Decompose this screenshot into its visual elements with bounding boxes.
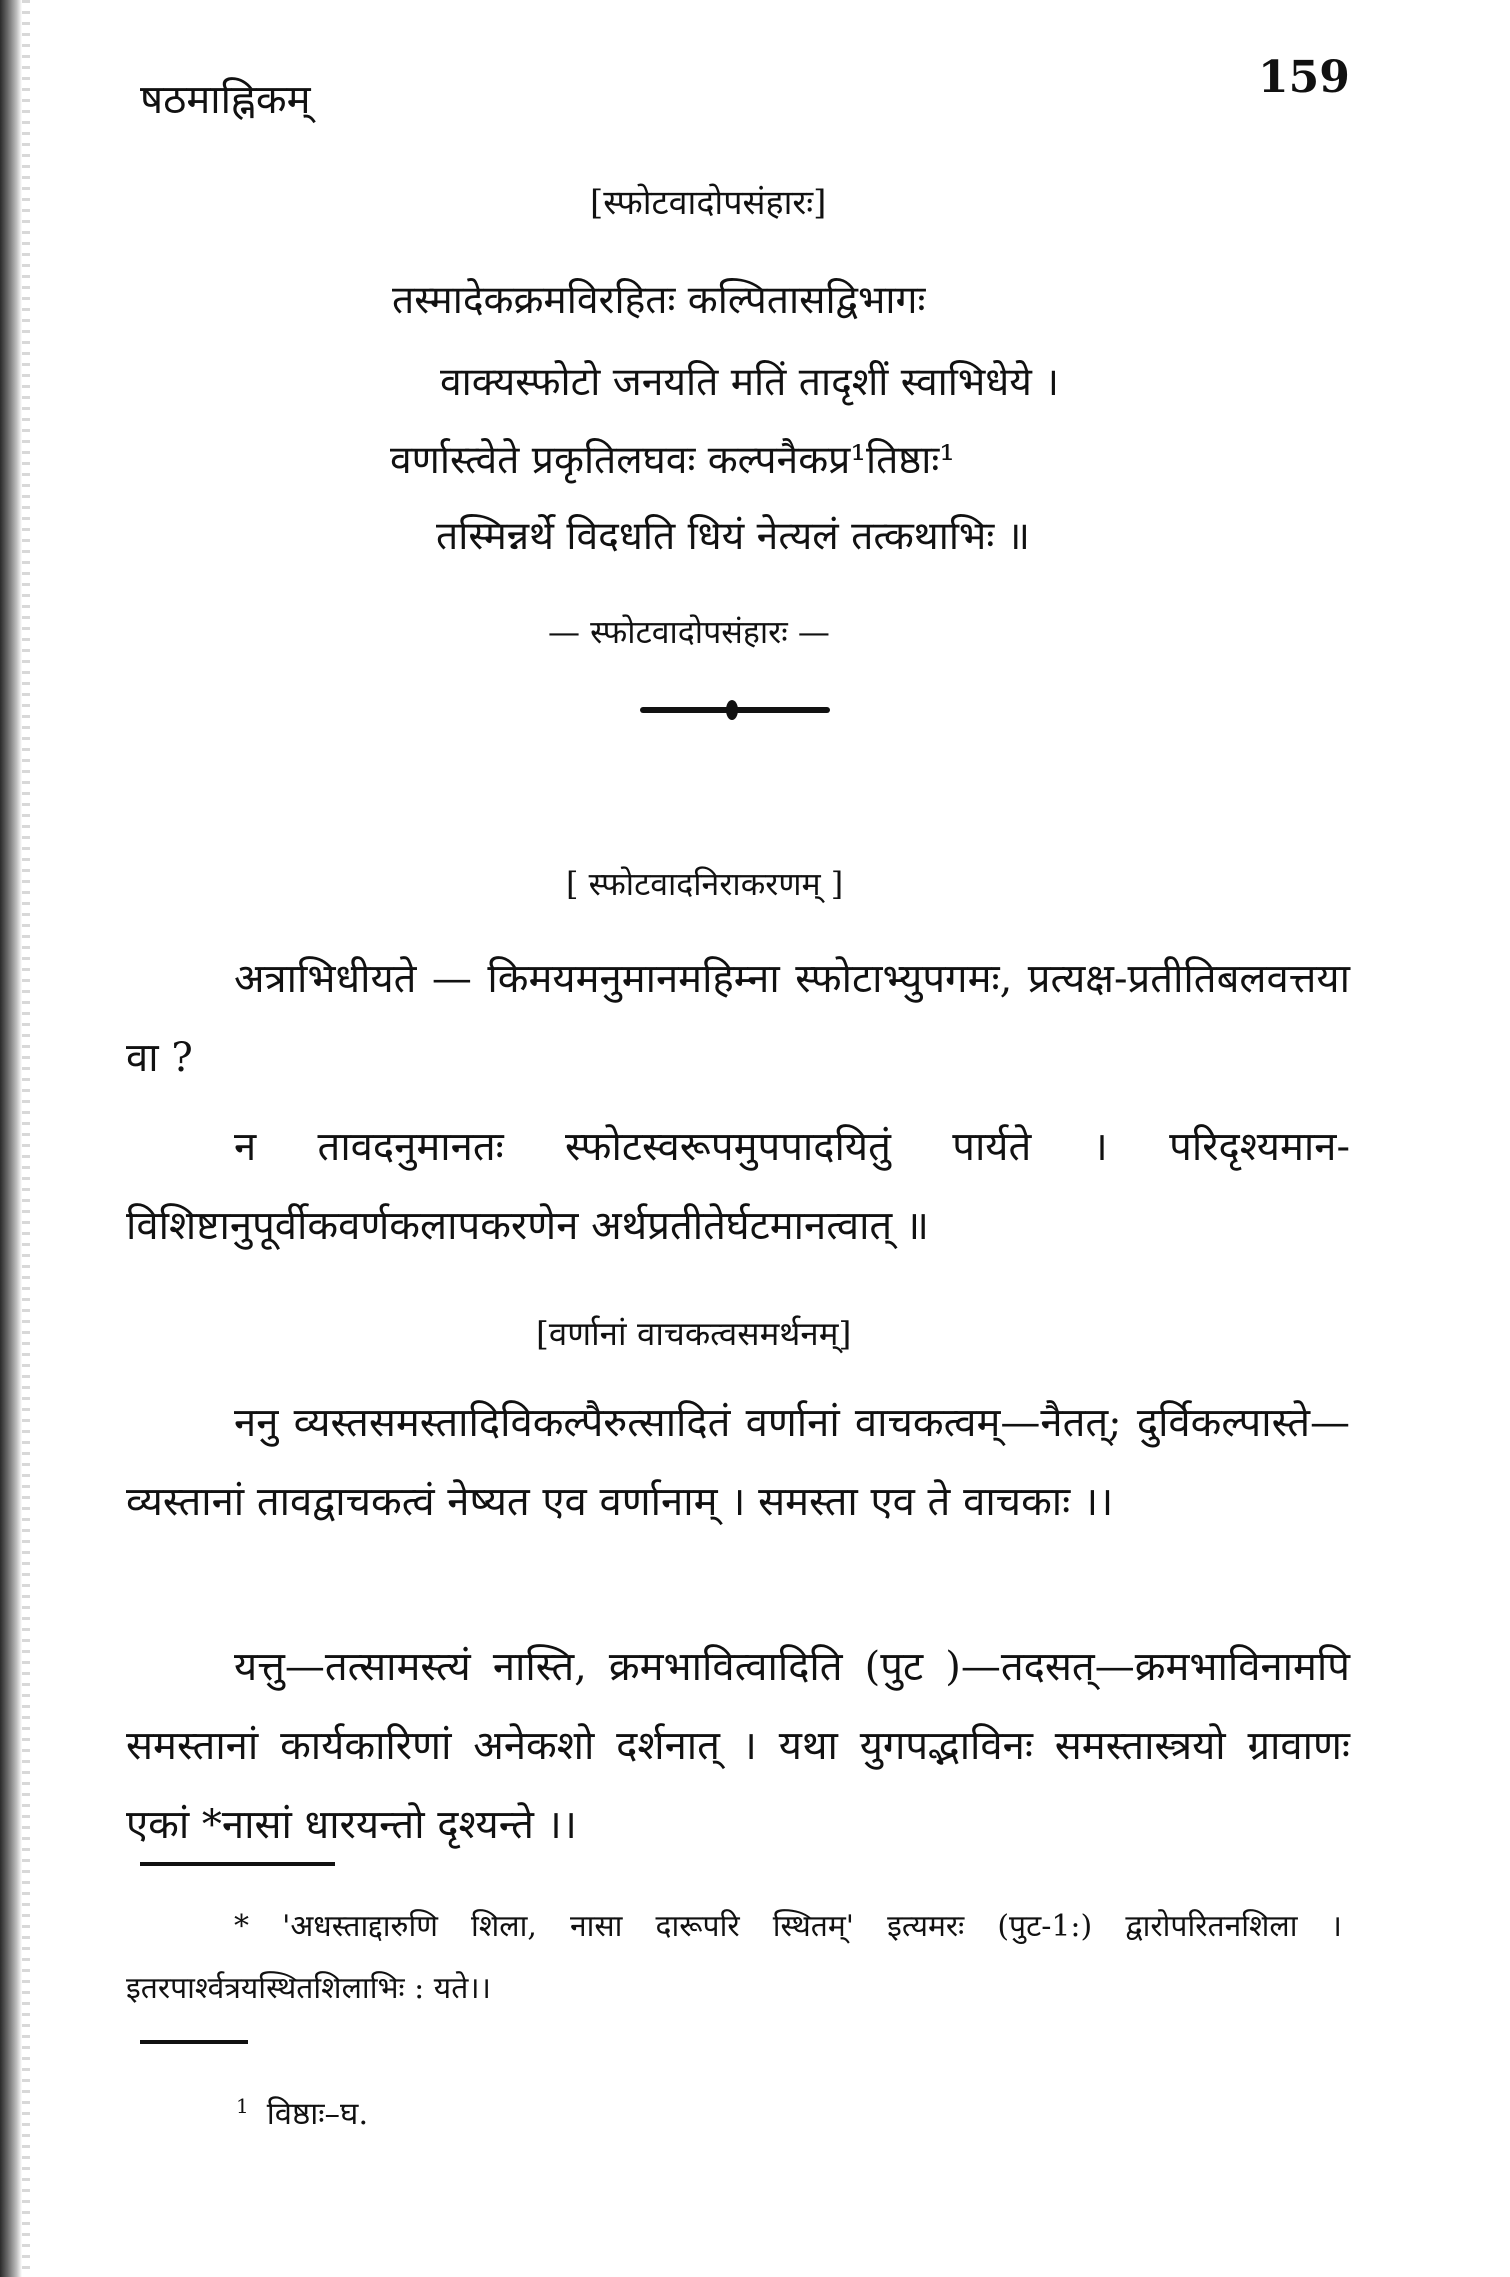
section-heading-sphota-conclusion: [स्फोटवादोपसंहारः]	[590, 183, 827, 223]
page-number: 159	[1258, 52, 1350, 103]
body-paragraph: न तावदनुमानतः स्फोटस्वरूपमुपपादयितुं पार्यते । परिदृश्यमान-विशिष्टानुपूर्वीकवर्णकलापकरणेन अर्थप्रतीतेर्घटमानत्वात् ॥	[126, 1124, 1350, 1249]
footnote-star: * 'अधस्ताद्दारुणि शिला, नासा दारूपरि स्थितम्' इत्यमरः (पुट-1:) द्वारोपरितनशिला । इतरपार्श्वत्रयस्थितशिलाभिः : यते।।	[126, 1909, 1342, 2006]
section-heading-sphota-refutation: [ स्फोटवादनिराकरणम् ]	[566, 865, 844, 903]
section-closing-label: — स्फोटवादोपसंहारः —	[548, 613, 830, 651]
running-title: षठमाह्निकम्	[140, 77, 311, 123]
page-edge-shadow	[0, 0, 22, 2277]
verse-line: वर्णास्त्वेते प्रकृतिलघवः कल्पनैकप्र¹तिष्ठाः¹	[390, 438, 955, 483]
footnote-variant-reading	[236, 2092, 368, 2134]
footnote-separator	[140, 2040, 248, 2044]
ornamental-divider-center	[726, 700, 738, 720]
footnote-separator	[140, 1862, 335, 1866]
section-heading-varna-vacakatva: [वर्णानां वाचकत्वसमर्थनम्]	[536, 1314, 852, 1353]
verse-line: वाक्यस्फोटो जनयति मतिं तादृशीं स्वाभिधेये ।	[440, 360, 1060, 405]
body-paragraph: ननु व्यस्तसमस्तादिविकल्पैरुत्सादितं वर्णानां वाचकत्वम्—नैतत्; दुर्विकल्पास्ते—व्यस्तानां तावद्वाचकत्वं नेष्यत एव वर्णानाम् । समस्ता एव ते वाचकाः ।।	[126, 1400, 1350, 1525]
page-edge-texture	[22, 0, 30, 2277]
footnote-marker: 1	[236, 2093, 249, 2118]
verse-line: तस्मिन्नर्थे विदधति धियं नेत्यलं तत्कथाभिः ॥	[436, 514, 1030, 559]
body-paragraph: यत्तु—तत्सामस्त्यं नास्ति, क्रमभावित्वादिति (पुट )—तदसत्—क्रमभाविनामपि समस्तानां कार्यकारिणां अनेकशो दर्शनात् । यथा युगपद्भाविनः समस्तास्त्रयो ग्रावाणः एकां *नासां धारयन्तो दृश्यन्ते ।।	[126, 1644, 1350, 1848]
body-paragraph: अत्राभिधीयते — किमयमनुमानमहिम्ना स्फोटाभ्युपगमः, प्रत्यक्ष-प्रतीतिबलवत्तया वा ?	[126, 956, 1350, 1081]
footnote-text: विष्ठाः–घ.	[266, 2096, 369, 2132]
verse-line: तस्मादेकक्रमविरहितः कल्पितासद्विभागः	[392, 278, 926, 323]
